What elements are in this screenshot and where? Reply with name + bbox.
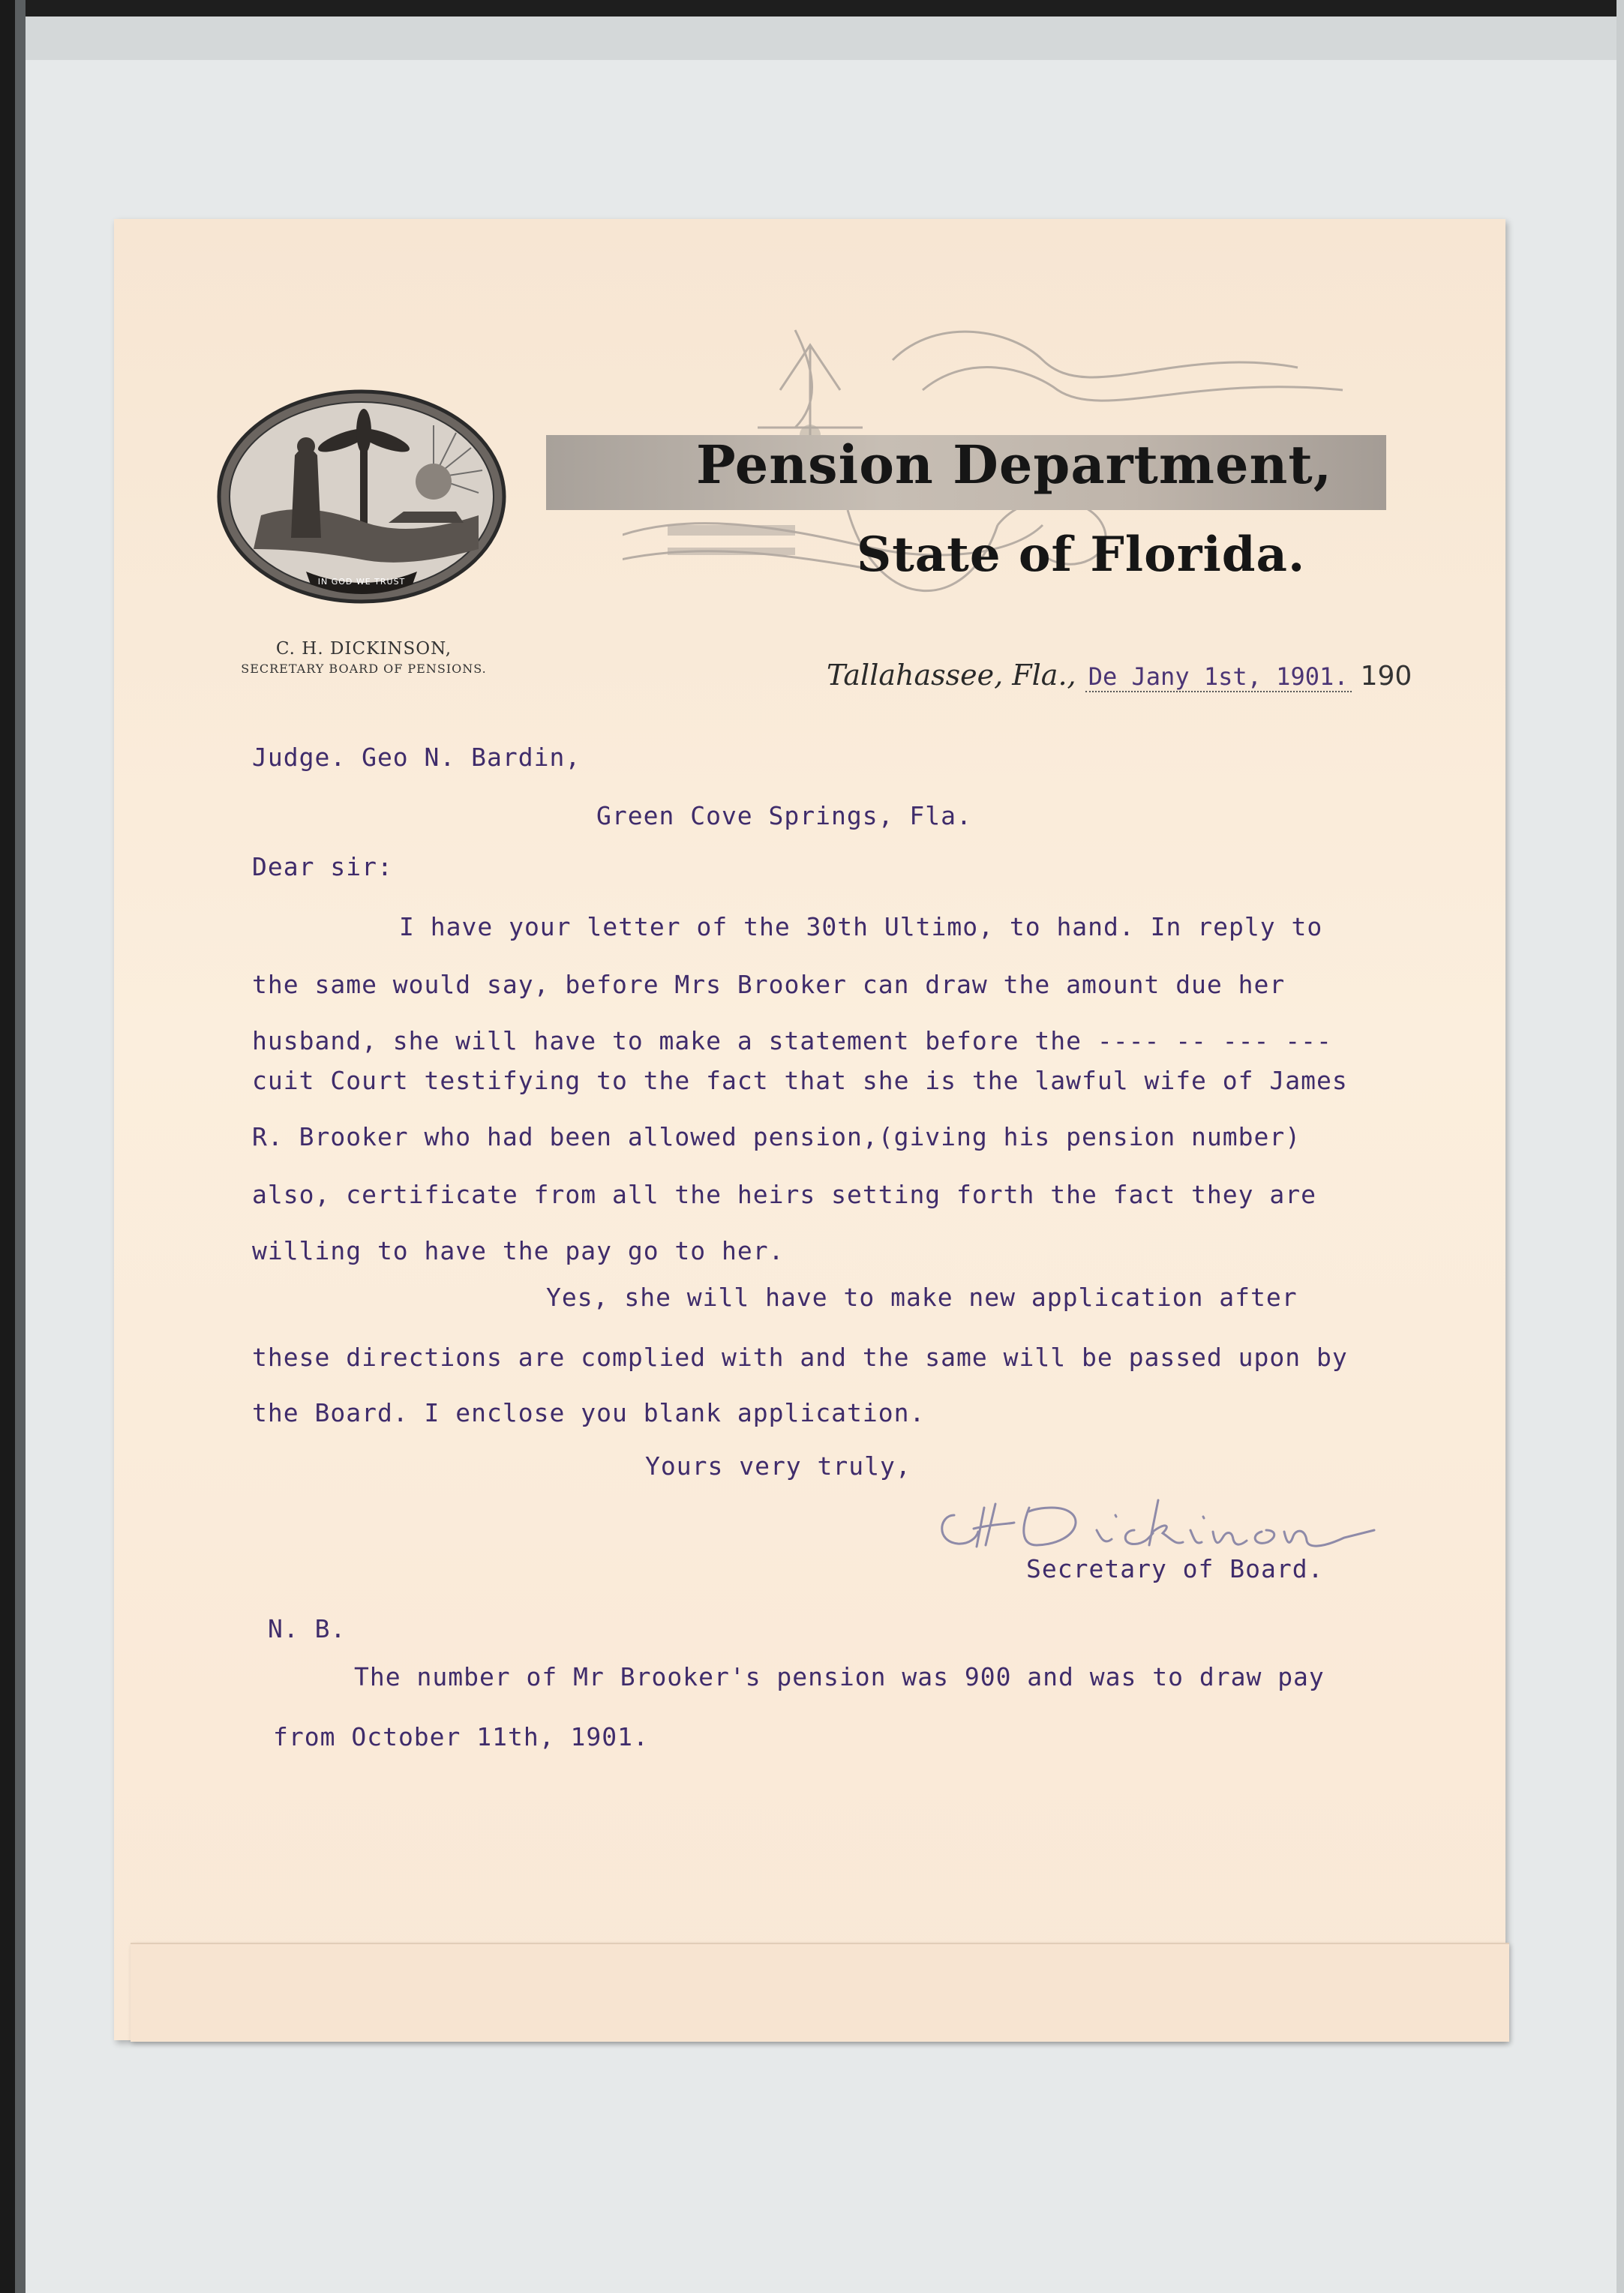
body-line: R. Brooker who had been allowed pension,(giving his pension number) xyxy=(252,1122,1301,1151)
scan-frame-left xyxy=(0,0,15,2293)
body-line: willing to have the pay go to her. xyxy=(252,1236,785,1265)
seal-motto-text: IN GOD WE TRUST xyxy=(317,577,406,587)
scan-frame-top xyxy=(0,0,1624,17)
body-line: the Board. I enclose you blank application. xyxy=(252,1398,926,1427)
date-typed: De Jany 1st, 1901. xyxy=(1085,662,1352,692)
body-line: I have your letter of the 30th Ultimo, to hand. In reply to xyxy=(399,912,1323,941)
officer-name: C. H. DICKINSON, xyxy=(275,639,452,659)
recipient-name: Judge. Geo N. Bardin, xyxy=(252,743,581,772)
handwritten-signature xyxy=(924,1485,1389,1560)
body-line: these directions are complied with and the same will be passed upon by xyxy=(252,1343,1348,1372)
scan-frame-left-edge xyxy=(15,0,26,2293)
body-line: also, certificate from all the heirs setting forth the fact they are xyxy=(252,1180,1317,1209)
state-title: State of Florida. xyxy=(857,527,1306,583)
scan-frame-right xyxy=(1616,0,1624,2293)
dateline xyxy=(827,659,1412,692)
body-line: the same would say, before Mrs Brooker can draw the amount due her xyxy=(252,970,1286,999)
nb-line: The number of Mr Brooker's pension was 900 and was to draw pay xyxy=(354,1662,1325,1691)
signer-title: Secretary of Board. xyxy=(1026,1554,1324,1583)
body-line: husband, she will have to make a statement before the ---- -- --- --- xyxy=(252,1026,1332,1055)
officer-block xyxy=(218,639,510,676)
closing: Yours very truly, xyxy=(645,1451,911,1481)
letter-fold xyxy=(131,1943,1509,2042)
scan-frame-band xyxy=(0,17,1624,60)
place-printed: Tallahassee, Fla., xyxy=(827,659,1076,692)
nb-line: from October 11th, 1901. xyxy=(273,1722,649,1751)
officer-title: SECRETARY BOARD OF PENSIONS. xyxy=(241,662,487,676)
department-title: Pension Department, xyxy=(696,434,1333,496)
body-line: cuit Court testifying to the fact that she is the lawful wife of James xyxy=(252,1066,1348,1095)
salutation: Dear sir: xyxy=(252,852,393,881)
signature-text: C.H. Dickinson xyxy=(924,1485,931,1486)
nb-label: N. B. xyxy=(268,1614,347,1643)
year-printed: 190 xyxy=(1360,661,1412,692)
recipient-address: Green Cove Springs, Fla. xyxy=(596,801,972,830)
body-line: Yes, she will have to make new application after xyxy=(546,1283,1298,1312)
florida-state-seal-icon xyxy=(216,388,507,605)
